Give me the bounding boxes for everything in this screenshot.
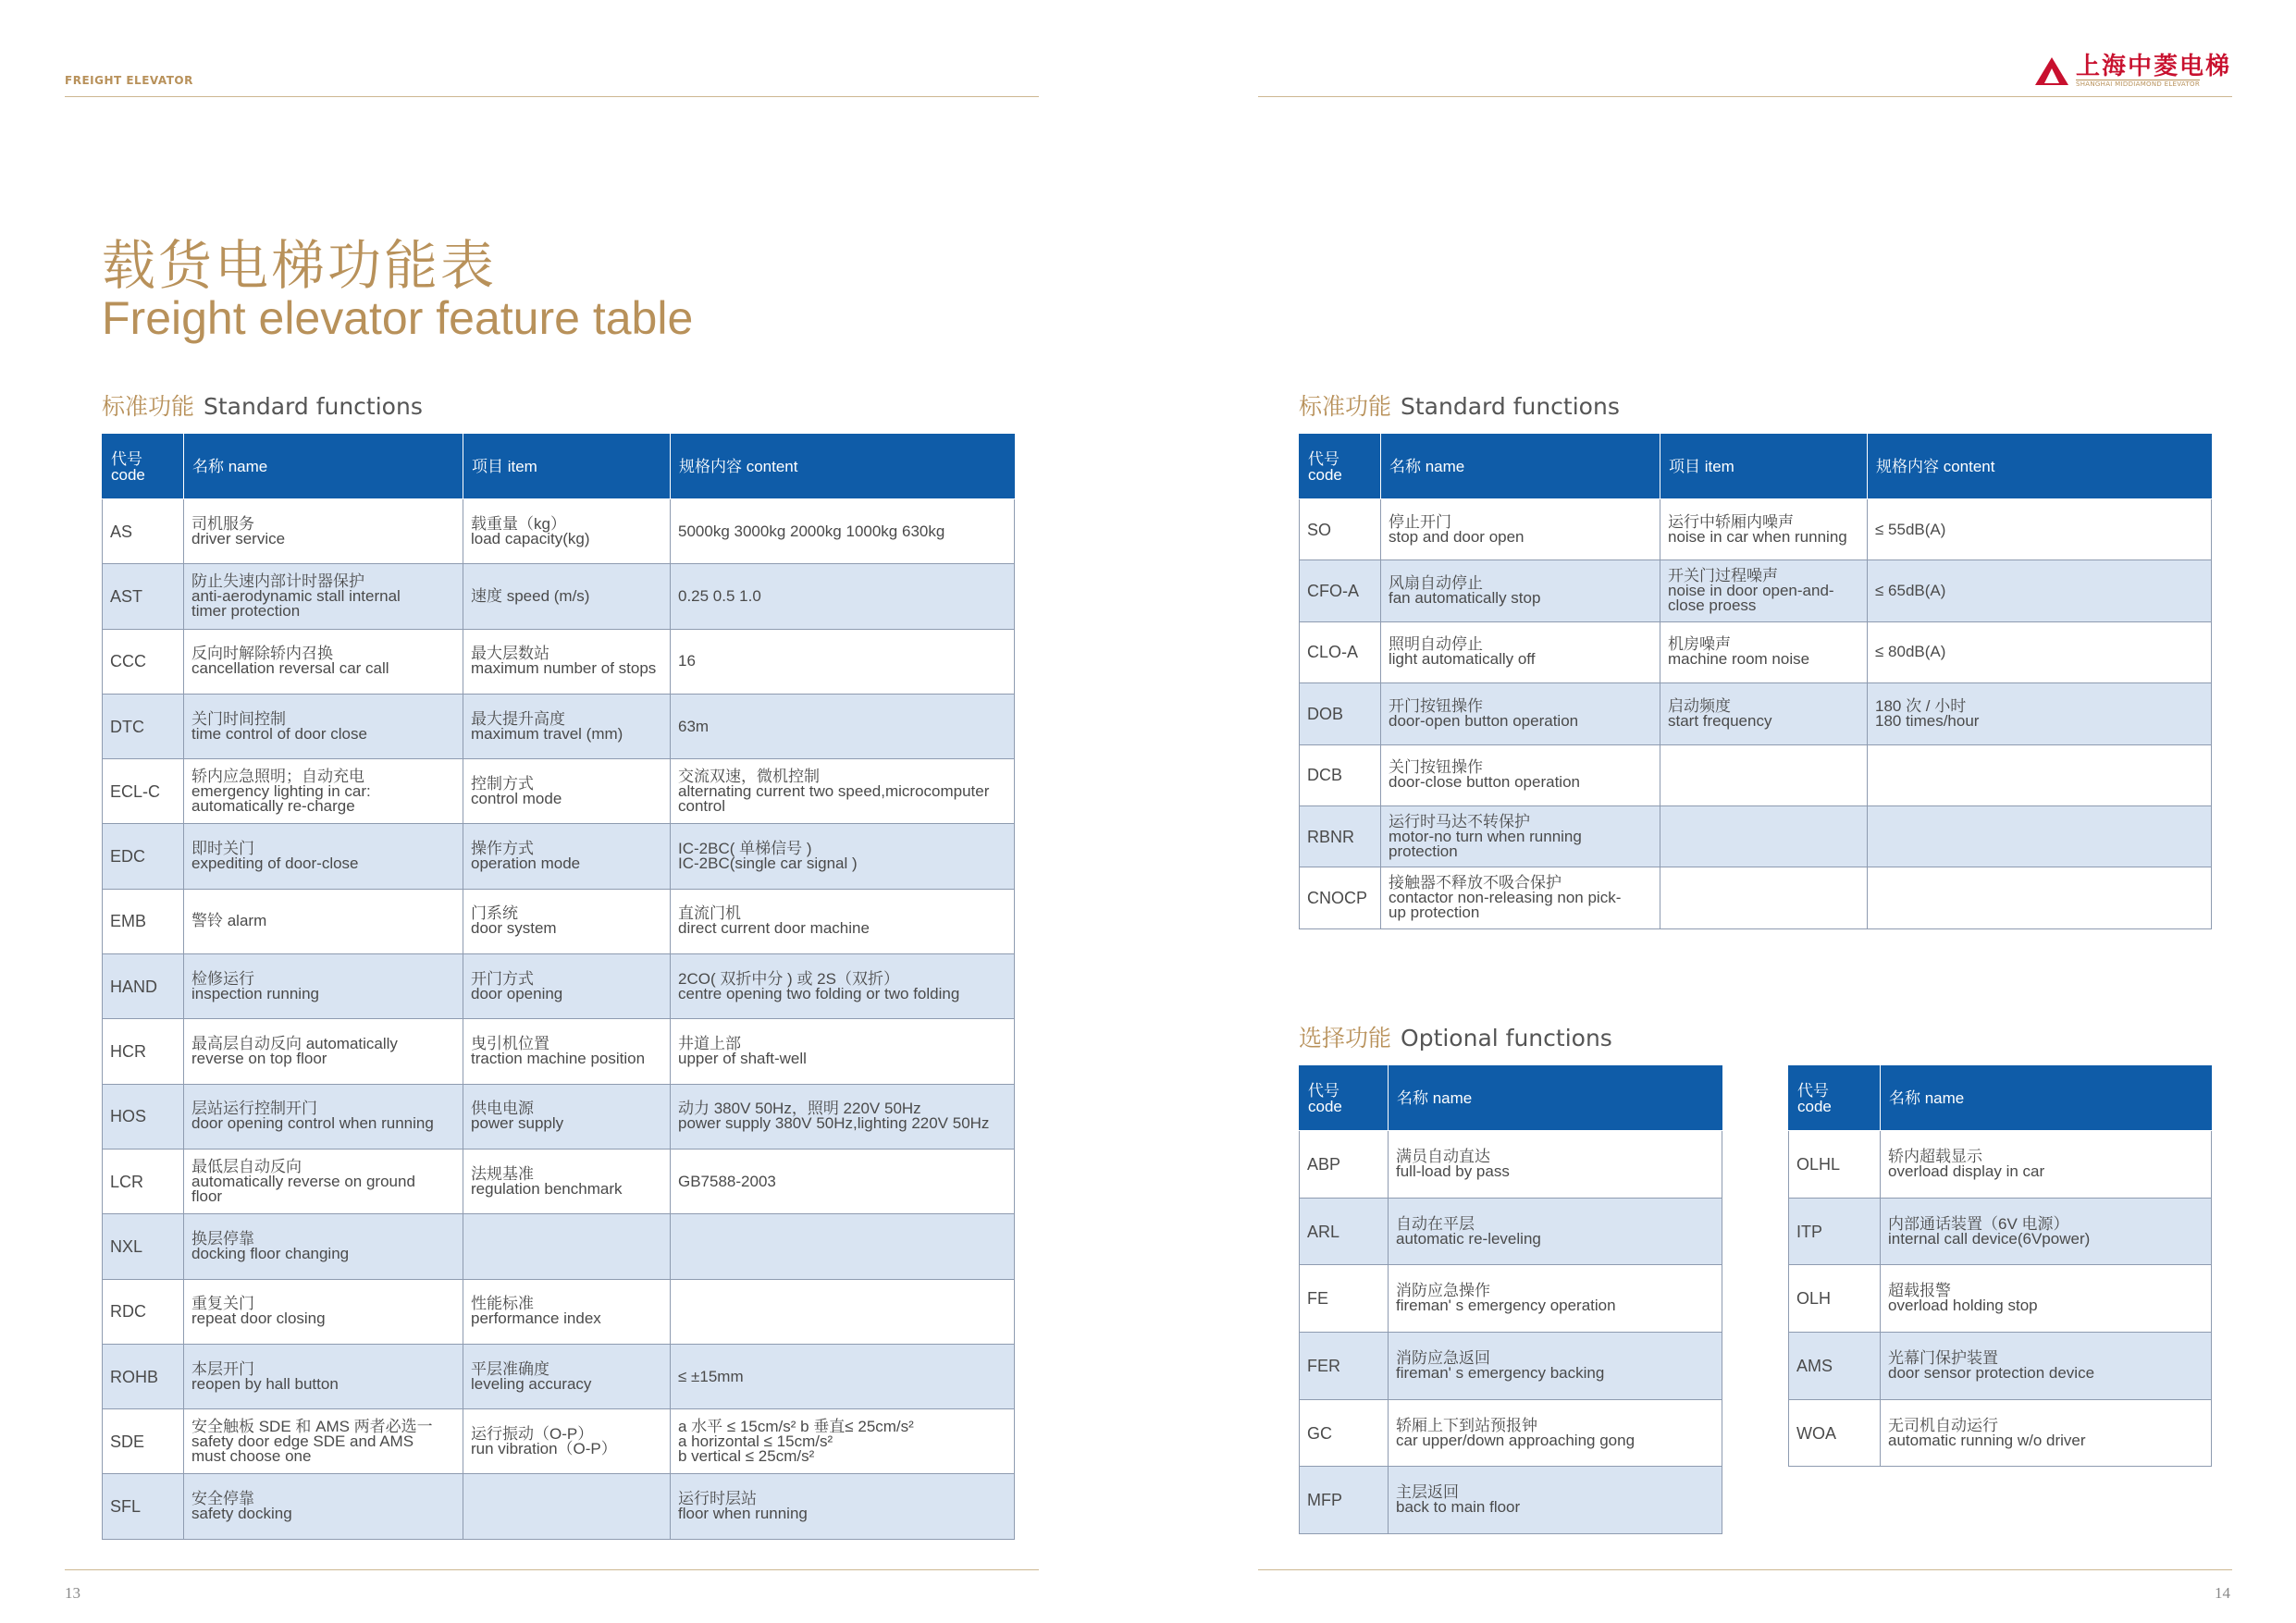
cell-item	[463, 759, 671, 824]
header-code: 代号 code	[1789, 1066, 1881, 1131]
cell-text: SDE	[110, 1432, 145, 1451]
cell-text: 井道上部 upper of shaft-well	[678, 1035, 807, 1068]
section-title-cn: 标准功能	[102, 393, 195, 420]
cell-item	[463, 1214, 671, 1279]
header-name: 名称 name	[1881, 1066, 2212, 1131]
cell-content	[671, 1149, 1015, 1213]
cell-text: 警铃 alarm	[191, 912, 267, 930]
cell-text: 开关门过程噪声 noise in door open-and- close proess	[1668, 567, 1834, 615]
cell-text: 反向时解除轿内召换 cancellation reversal car call	[191, 645, 389, 678]
table-row	[1300, 744, 2212, 805]
cell-text: 消防应急操作 fireman' s emergency operation	[1396, 1282, 1616, 1315]
cell-code	[1300, 744, 1381, 805]
table-row	[1789, 1333, 2212, 1400]
cell-code	[103, 564, 184, 629]
cell-name	[184, 1019, 463, 1084]
cell-text: GB7588-2003	[678, 1172, 776, 1190]
cell-name	[184, 1474, 463, 1539]
cell-text: CFO-A	[1307, 582, 1359, 601]
cell-item	[1660, 683, 1868, 744]
cell-text: 0.25 0.5 1.0	[678, 586, 761, 605]
cell-code	[103, 759, 184, 824]
cell-item	[1660, 805, 1868, 867]
cell-text: 自动在平层 automatic re-leveling	[1396, 1214, 1541, 1248]
table-row	[103, 1019, 1015, 1084]
cell-item	[463, 694, 671, 758]
cell-text: CLO-A	[1307, 643, 1359, 662]
cell-content	[671, 1474, 1015, 1539]
running-header-label: FREIGHT ELEVATOR	[65, 74, 193, 87]
cell-text: RDC	[110, 1302, 146, 1322]
cell-text: OLHL	[1796, 1154, 1841, 1174]
table-row	[103, 694, 1015, 758]
cell-item	[463, 1474, 671, 1539]
cell-code	[1300, 1198, 1389, 1265]
table-row	[1300, 1467, 1722, 1534]
cell-text: 开门方式 door opening	[471, 969, 563, 1002]
cell-name	[1389, 1198, 1722, 1265]
page-title-english: Freight elevator feature table	[102, 292, 694, 344]
brand-logo	[2033, 54, 2231, 88]
cell-text: ≤ 55dB(A)	[1875, 520, 1946, 538]
cell-text: ECL-C	[110, 781, 161, 801]
cell-text: 风扇自动停止 fan automatically stop	[1389, 574, 1541, 608]
cell-code	[103, 1149, 184, 1213]
cell-text: 轿内超载显示 overload display in car	[1888, 1147, 2045, 1180]
header-item: 项目 item	[463, 435, 671, 499]
cell-code	[1300, 560, 1381, 621]
cell-text: 无司机自动运行 automatic running w/o driver	[1888, 1416, 2086, 1449]
cell-text: 动力 380V 50Hz，照明 220V 50Hz power supply 380V 50Hz,lighting 220V 50Hz	[678, 1100, 990, 1133]
cell-text: 安全触板 SDE 和 AMS 两者必选一 safety door edge SDE and AMS must choose one	[191, 1417, 433, 1465]
cell-text: DOB	[1307, 704, 1344, 723]
table-row	[1300, 683, 2212, 744]
table-row	[1789, 1265, 2212, 1333]
table-row	[103, 1474, 1015, 1539]
cell-code	[103, 889, 184, 953]
cell-code	[103, 1019, 184, 1084]
cell-text: 层站运行控制开门 door opening control when running	[191, 1100, 434, 1133]
cell-code	[1789, 1265, 1881, 1333]
cell-name	[184, 1344, 463, 1408]
table-row	[1789, 1131, 2212, 1199]
cell-item	[463, 564, 671, 629]
cell-code	[103, 694, 184, 758]
table-row	[103, 1214, 1015, 1279]
section-title-optional	[1299, 1020, 1612, 1053]
cell-text: 运行时层站 floor when running	[678, 1490, 808, 1523]
cell-text: 主层返回 back to main floor	[1396, 1483, 1521, 1517]
cell-name	[184, 564, 463, 629]
cell-code	[103, 954, 184, 1019]
table-row	[103, 1344, 1015, 1408]
cell-name	[184, 694, 463, 758]
cell-text: CCC	[110, 652, 146, 671]
cell-text: 司机服务 driver service	[191, 514, 286, 547]
cell-name	[1381, 805, 1660, 867]
cell-text: AMS	[1796, 1356, 1833, 1375]
cell-content	[671, 1279, 1015, 1344]
table-row	[1300, 1131, 1722, 1199]
cell-text: RBNR	[1307, 827, 1355, 846]
header-code: 代号 code	[1300, 435, 1381, 499]
table-row	[103, 499, 1015, 564]
table-header-row	[103, 435, 1015, 499]
cell-text: a 水平 ≤ 15cm/s² b 垂直≤ 25cm/s² a horizontal ≤ 15cm/s² b vertical ≤ 25cm/s²	[678, 1417, 914, 1465]
cell-text: 法规基准 regulation benchmark	[471, 1164, 623, 1198]
cell-text: 最低层自动反向 automatically reverse on ground floor	[191, 1157, 415, 1205]
logo-english-name: SHANGHAI MIDDIAMOND ELEVATOR	[2075, 80, 2201, 88]
cell-text: 直流门机 direct current door machine	[678, 904, 870, 938]
cell-text: ≤ 80dB(A)	[1875, 643, 1946, 661]
table-row	[103, 759, 1015, 824]
table-header-row	[1300, 1066, 1722, 1131]
cell-code	[1300, 1333, 1389, 1400]
cell-content	[1868, 867, 2212, 928]
logo-chinese-name: 上海中菱电梯	[2075, 53, 2231, 80]
page-number-right: 14	[2215, 1584, 2230, 1602]
cell-text: 本层开门 reopen by hall button	[191, 1359, 339, 1393]
table-row	[1789, 1399, 2212, 1467]
cell-code	[1300, 1467, 1389, 1534]
cell-text: 停止开门 stop and door open	[1389, 512, 1524, 546]
cell-code	[1789, 1198, 1881, 1265]
cell-text: 满员自动直达 full-load by pass	[1396, 1147, 1510, 1180]
cell-item	[463, 1409, 671, 1474]
cell-name	[1389, 1467, 1722, 1534]
cell-name	[1381, 683, 1660, 744]
cell-code	[103, 1474, 184, 1539]
cell-name	[184, 629, 463, 694]
cell-item	[1660, 560, 1868, 621]
cell-text: 关门按钮操作 door-close button operation	[1389, 758, 1580, 792]
cell-content	[1868, 683, 2212, 744]
table-row	[1300, 805, 2212, 867]
section-title-standard-left	[102, 388, 423, 422]
cell-content	[671, 824, 1015, 889]
cell-name	[184, 954, 463, 1019]
cell-content	[1868, 499, 2212, 560]
cell-name	[184, 1149, 463, 1213]
table-row	[1789, 1198, 2212, 1265]
cell-name	[1381, 867, 1660, 928]
table-row	[103, 954, 1015, 1019]
cell-text: WOA	[1796, 1423, 1836, 1443]
cell-name	[184, 824, 463, 889]
cell-code	[1300, 867, 1381, 928]
footer-rule-left	[65, 1569, 1039, 1570]
header-name: 名称 name	[1389, 1066, 1722, 1131]
cell-item	[463, 1149, 671, 1213]
cell-item	[1660, 867, 1868, 928]
cell-content	[671, 1019, 1015, 1084]
cell-name	[1881, 1131, 2212, 1199]
cell-name	[1881, 1198, 2212, 1265]
cell-text: EMB	[110, 912, 147, 931]
cell-item	[463, 824, 671, 889]
cell-code	[1789, 1333, 1881, 1400]
cell-item	[463, 1019, 671, 1084]
cell-text: 16	[678, 652, 696, 670]
cell-text: LCR	[110, 1172, 144, 1191]
table-row	[103, 889, 1015, 953]
cell-name	[184, 1409, 463, 1474]
cell-item	[463, 499, 671, 564]
cell-item	[463, 1344, 671, 1408]
table-row	[1300, 1198, 1722, 1265]
cell-content	[1868, 621, 2212, 682]
cell-content	[1868, 805, 2212, 867]
cell-text: 照明自动停止 light automatically off	[1389, 635, 1536, 669]
cell-text: OLH	[1796, 1289, 1832, 1309]
cell-content	[671, 499, 1015, 564]
cell-text: ≤ 65dB(A)	[1875, 582, 1946, 600]
cell-text: 防止失速内部计时器保护 anti-aerodynamic stall internal timer protection	[191, 572, 401, 620]
cell-text: 5000kg 3000kg 2000kg 1000kg 630kg	[678, 522, 945, 540]
section-title-cn: 选择功能	[1299, 1025, 1392, 1051]
cell-text: CNOCP	[1307, 889, 1368, 908]
cell-text: 曳引机位置 traction machine position	[471, 1035, 646, 1068]
footer-rule-right	[1258, 1569, 2232, 1570]
page-title-chinese: 载货电梯功能表	[102, 234, 498, 297]
page-number-left: 13	[65, 1584, 80, 1602]
cell-text: ROHB	[110, 1367, 159, 1386]
cell-name	[1881, 1333, 2212, 1400]
cell-text: ≤ ±15mm	[678, 1367, 744, 1385]
cell-text: AS	[110, 522, 133, 541]
table-row	[103, 629, 1015, 694]
cell-text: GC	[1307, 1423, 1332, 1443]
section-title-standard-right	[1299, 388, 1620, 422]
cell-text: DTC	[110, 717, 144, 736]
cell-text: 关门时间控制 time control of door close	[191, 709, 367, 743]
cell-name	[1389, 1265, 1722, 1333]
table-header-row	[1300, 435, 2212, 499]
standard-functions-table-right	[1299, 434, 2212, 929]
cell-text: HAND	[110, 977, 158, 996]
cell-text: 63m	[678, 717, 710, 735]
cell-text: 重复关门 repeat door closing	[191, 1295, 326, 1328]
cell-content	[671, 564, 1015, 629]
cell-code	[1300, 1131, 1389, 1199]
table-row	[103, 824, 1015, 889]
standard-functions-table-left	[102, 434, 1015, 1540]
cell-text: 最大层数站 maximum number of stops	[471, 645, 657, 678]
cell-code	[103, 1279, 184, 1344]
cell-text: 轿内应急照明；自动充电 emergency lighting in car: automatically re-charge	[191, 767, 371, 815]
cell-code	[103, 1344, 184, 1408]
cell-name	[184, 889, 463, 953]
cell-code	[103, 1409, 184, 1474]
table-row	[103, 1409, 1015, 1474]
cell-text: 交流双速，微机控制 alternating current two speed,microcomputer control	[678, 767, 990, 815]
header-name: 名称 name	[1381, 435, 1660, 499]
cell-code	[103, 1214, 184, 1279]
cell-text: 即时关门 expediting of door-close	[191, 840, 359, 873]
cell-code	[103, 499, 184, 564]
cell-text: NXL	[110, 1236, 143, 1256]
cell-item	[1660, 499, 1868, 560]
cell-text: 180 次 / 小时 180 times/hour	[1875, 696, 1980, 730]
cell-content	[671, 629, 1015, 694]
header-content: 规格内容 content	[671, 435, 1015, 499]
cell-text: 光幕门保护装置 door sensor protection device	[1888, 1348, 2095, 1382]
cell-content	[671, 1409, 1015, 1474]
cell-item	[463, 954, 671, 1019]
cell-item	[463, 629, 671, 694]
cell-text: ITP	[1796, 1222, 1823, 1241]
cell-code	[103, 1084, 184, 1149]
cell-text: EDC	[110, 847, 146, 867]
table-row	[103, 1149, 1015, 1213]
cell-name	[184, 1214, 463, 1279]
cell-text: 最大提升高度 maximum travel (mm)	[471, 709, 623, 743]
cell-content	[671, 759, 1015, 824]
cell-text: HCR	[110, 1042, 146, 1062]
cell-item	[1660, 744, 1868, 805]
cell-text: 开门按钮操作 door-open button operation	[1389, 696, 1579, 730]
cell-text: 速度 speed (m/s)	[471, 586, 590, 605]
cell-text: FE	[1307, 1289, 1329, 1309]
cell-code	[103, 629, 184, 694]
cell-text: 换层停靠 docking floor changing	[191, 1229, 350, 1262]
cell-item	[463, 889, 671, 953]
section-title-en: Standard functions	[1401, 393, 1620, 420]
cell-name	[1381, 499, 1660, 560]
header-name: 名称 name	[184, 435, 463, 499]
cell-content	[671, 954, 1015, 1019]
cell-text: DCB	[1307, 766, 1343, 785]
section-title-en: Standard functions	[204, 393, 423, 420]
table-row	[1300, 499, 2212, 560]
section-title-en: Optional functions	[1401, 1025, 1612, 1051]
cell-name	[1389, 1131, 1722, 1199]
cell-text: 操作方式 operation mode	[471, 840, 581, 873]
cell-text: 内部通话装置（6V 电源） internal call device(6Vpower)	[1888, 1214, 2091, 1248]
header-code: 代号 code	[103, 435, 184, 499]
cell-text: FER	[1307, 1356, 1340, 1375]
cell-text: 启动频度 start frequency	[1668, 696, 1772, 730]
cell-name	[1881, 1399, 2212, 1467]
table-header-row	[1789, 1066, 2212, 1131]
cell-code	[1300, 1265, 1389, 1333]
cell-text: ARL	[1307, 1222, 1340, 1241]
cell-text: SO	[1307, 520, 1332, 539]
optional-functions-table-right	[1788, 1065, 2212, 1467]
cell-text: 控制方式 control mode	[471, 774, 562, 807]
cell-content	[671, 1084, 1015, 1149]
cell-text: 安全停靠 safety docking	[191, 1490, 292, 1523]
cell-text: 消防应急返回 fireman' s emergency backing	[1396, 1348, 1605, 1382]
cell-code	[1789, 1399, 1881, 1467]
cell-name	[1381, 560, 1660, 621]
logo-triangle-icon	[2033, 55, 2070, 87]
cell-code	[1300, 499, 1381, 560]
cell-name	[1389, 1399, 1722, 1467]
cell-content	[1868, 560, 2212, 621]
cell-text: 机房噪声 machine room noise	[1668, 635, 1810, 669]
cell-name	[184, 1084, 463, 1149]
cell-content	[671, 1214, 1015, 1279]
cell-code	[1300, 1399, 1389, 1467]
cell-name	[184, 1279, 463, 1344]
cell-text: 供电电源 power supply	[471, 1100, 564, 1133]
cell-text: 运行时马达不转保护 motor-no turn when running protection	[1389, 812, 1582, 860]
cell-text: SFL	[110, 1497, 142, 1517]
cell-text: 轿厢上下到站预报钟 car upper/down approaching gong	[1396, 1416, 1636, 1449]
cell-name	[1389, 1333, 1722, 1400]
table-row	[1300, 621, 2212, 682]
cell-text: 最高层自动反向 automatically reverse on top floor	[191, 1035, 398, 1068]
cell-code	[103, 824, 184, 889]
header-rule-left	[65, 96, 1039, 97]
cell-content	[671, 889, 1015, 953]
cell-code	[1300, 683, 1381, 744]
cell-item	[463, 1279, 671, 1344]
cell-text: 超载报警 overload holding stop	[1888, 1282, 2038, 1315]
table-row	[103, 1084, 1015, 1149]
cell-text: 性能标准 performance index	[471, 1295, 601, 1328]
table-row	[1300, 1265, 1722, 1333]
cell-name	[184, 499, 463, 564]
cell-content	[671, 694, 1015, 758]
table-row	[1300, 560, 2212, 621]
table-row	[103, 1279, 1015, 1344]
cell-text: 运行振动（O-P） run vibration（O-P）	[471, 1424, 617, 1457]
cell-name	[1381, 744, 1660, 805]
cell-text: 接触器不释放不吸合保护 contactor non-releasing non pick- up protection	[1389, 874, 1622, 922]
cell-text: 平层准确度 leveling accuracy	[471, 1359, 592, 1393]
section-title-cn: 标准功能	[1299, 393, 1392, 420]
header-item: 项目 item	[1660, 435, 1868, 499]
cell-code	[1789, 1131, 1881, 1199]
cell-content	[671, 1344, 1015, 1408]
header-code: 代号 code	[1300, 1066, 1389, 1131]
cell-name	[1381, 621, 1660, 682]
cell-text: 载重量（kg） load capacity(kg)	[471, 514, 590, 547]
cell-code	[1300, 805, 1381, 867]
optional-functions-table-left	[1299, 1065, 1722, 1534]
cell-text: 门系统 door system	[471, 904, 557, 938]
cell-text: MFP	[1307, 1491, 1342, 1510]
table-row	[1300, 867, 2212, 928]
table-row	[1300, 1333, 1722, 1400]
cell-text: HOS	[110, 1107, 147, 1126]
header-content: 规格内容 content	[1868, 435, 2212, 499]
cell-item	[1660, 621, 1868, 682]
table-row	[1300, 1399, 1722, 1467]
cell-text: IC-2BC( 单梯信号 ) IC-2BC(single car signal )	[678, 840, 858, 873]
cell-text: 运行中轿厢内噪声 noise in car when running	[1668, 512, 1847, 546]
cell-item	[463, 1084, 671, 1149]
cell-code	[1300, 621, 1381, 682]
table-row	[103, 564, 1015, 629]
cell-content	[1868, 744, 2212, 805]
cell-text: 检修运行 inspection running	[191, 969, 319, 1002]
cell-name	[184, 759, 463, 824]
cell-text: ABP	[1307, 1154, 1341, 1174]
cell-text: AST	[110, 586, 143, 606]
cell-text: 2CO( 双折中分 ) 或 2S（双折） centre opening two folding or two folding	[678, 969, 960, 1002]
cell-name	[1881, 1265, 2212, 1333]
header-rule-right	[1258, 96, 2232, 97]
